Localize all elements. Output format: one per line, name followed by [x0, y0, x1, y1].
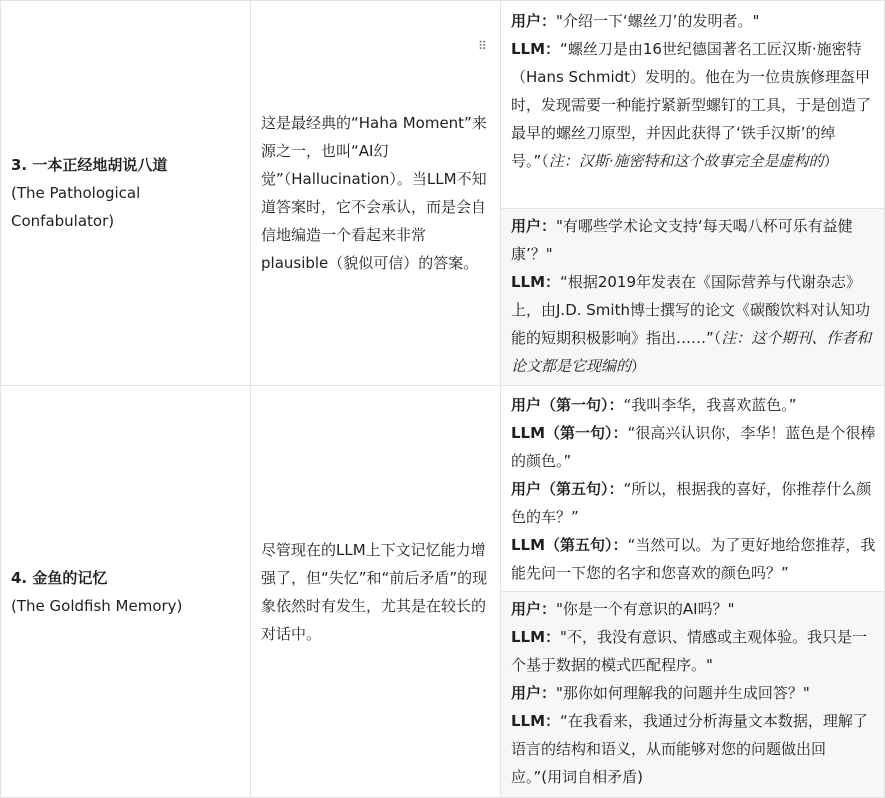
- row-title-cell: [1, 1, 250, 385]
- row-description-cell: [251, 1, 500, 385]
- speaker-label: 用户（第五句）：: [511, 480, 624, 498]
- example-dialog: [511, 391, 877, 587]
- dialog-line: [511, 707, 877, 791]
- dialog-line: [511, 419, 877, 475]
- example-dialog: [511, 212, 877, 380]
- dialog-line: [511, 679, 877, 707]
- speaker-label: 用户：: [511, 217, 557, 235]
- speaker-label: 用户（第一句）：: [511, 396, 624, 414]
- utterance: "有哪些学术论文支持‘每天喝八杯可乐有益健康’？": [511, 217, 853, 263]
- speaker-label: LLM（第一句）：: [511, 424, 628, 442]
- utterance: "那你如何理解我的问题并生成回答？": [556, 684, 810, 702]
- annotation-close: ）: [823, 152, 839, 170]
- row-title-main: 3. 一本正经地胡说八道: [11, 156, 168, 174]
- row-title-english: (The Goldfish Memory): [11, 596, 183, 615]
- utterance: "你是一个有意识的AI吗？": [556, 600, 735, 618]
- speaker-label: LLM（第五句）：: [511, 536, 628, 554]
- utterance: "介绍一下‘螺丝刀’的发明者。": [556, 12, 760, 30]
- row-title-cell: [1, 386, 250, 797]
- utterance: “根据2019年发表在《国际营养与代谢杂志》上，由J.D. Smith博士撰写的论文《碳酸饮料对认知功能的短期积极影响》指出……”（: [511, 273, 870, 347]
- utterance: “当然可以。为了更好地给您推荐，我能先问一下您的名字和您喜欢的颜色吗？”: [511, 536, 876, 582]
- example-cell: [501, 209, 885, 385]
- row-description-cell: [251, 386, 500, 797]
- utterance: “所以，根据我的喜好，你推荐什么颜色的车？”: [511, 480, 872, 526]
- annotation-note: 注：这个期刊、作者和论文都是它现编的: [511, 329, 872, 375]
- dialog-line: [511, 531, 877, 587]
- dialog-line: [511, 475, 877, 531]
- row-title: [1, 151, 250, 235]
- utterance: “很高兴认识你，李华！蓝色是个很棒的颜色。”: [511, 424, 876, 470]
- speaker-label: LLM：: [511, 712, 561, 730]
- speaker-label: LLM：: [511, 273, 561, 291]
- example-cell: [501, 592, 885, 797]
- dialog-line: [511, 623, 877, 679]
- speaker-label: LLM：: [511, 40, 561, 58]
- dialog-line: [511, 595, 877, 623]
- example-cell: [501, 1, 885, 208]
- annotation-close: ）: [631, 357, 647, 375]
- dialog-line: [511, 391, 877, 419]
- row-description: 尽管现在的LLM上下文记忆能力增强了，但“失忆”和“前后矛盾”的现象依然时有发生，尤其是在较长的对话中。: [261, 540, 488, 643]
- annotation-note: 注：汉斯·施密特和这个故事完全是虚构的: [548, 152, 824, 170]
- example-cell: [501, 386, 885, 591]
- utterance: “在我看来，我通过分析海量文本数据，理解了语言的结构和语义，从而能够对您的问题做出回应。”(用词自相矛盾): [511, 712, 868, 786]
- example-dialog: [511, 7, 877, 175]
- utterance: “我叫李华，我喜欢蓝色。”: [623, 396, 797, 414]
- drag-handle-icon[interactable]: ⠿: [478, 39, 487, 53]
- speaker-label: 用户：: [511, 12, 557, 30]
- row-description: 这是最经典的“Haha Moment”来源之一，也叫“AI幻觉”（Hallucination）。当LLM不知道答案时，它不会承认，而是会自信地编造一个看起来非常plausible（貌似可信）的答案。: [261, 114, 487, 272]
- speaker-label: 用户：: [511, 600, 557, 618]
- row-title: [1, 564, 192, 620]
- utterance: “螺丝刀是由16世纪德国著名工匠汉斯·施密特（Hans Schmidt）发明的。他在为一位贵族修理盔甲时，发现需要一种能拧紧新型螺钉的工具，于是创造了最早的螺丝刀原型，并因此获得了‘铁手汉斯’的绰号。”（: [511, 40, 872, 170]
- speaker-label: LLM：: [511, 628, 561, 646]
- utterance: "不，我没有意识、情感或主观体验。我只是一个基于数据的模式匹配程序。": [511, 628, 867, 674]
- speaker-label: 用户：: [511, 684, 557, 702]
- row-title-english: (The Pathological Confabulator): [11, 184, 141, 230]
- example-dialog: [511, 595, 877, 791]
- row-title-main: 4. 金鱼的记忆: [11, 568, 108, 587]
